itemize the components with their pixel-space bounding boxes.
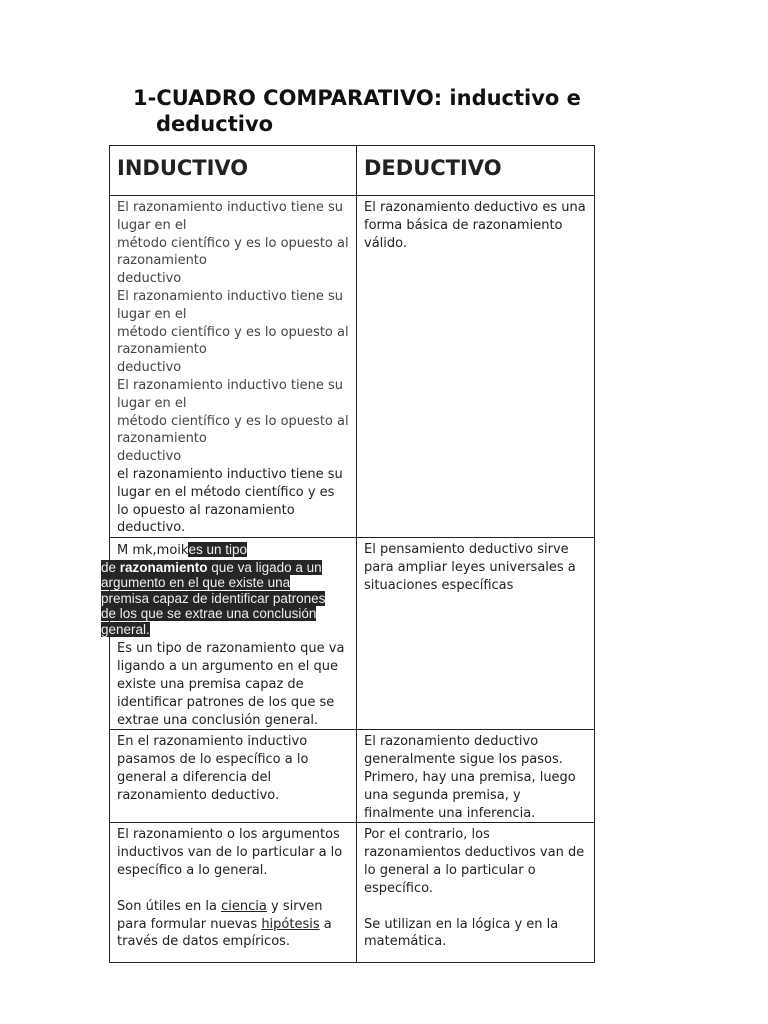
text-line: lugar en el	[117, 306, 187, 322]
final-paragraph: el razonamiento inductivo tiene su lugar en el método científico y es lo opuesto al razonamiento deductivo.	[117, 466, 343, 536]
text-line: El razonamiento inductivo tiene su	[117, 377, 344, 393]
selected-pasted-block	[101, 560, 337, 638]
cell-deductivo-4	[357, 823, 595, 963]
table-row	[110, 196, 595, 538]
text-line: deductivo	[117, 360, 182, 376]
repeated-paragraph	[117, 377, 350, 466]
title-line-2: deductivo	[156, 112, 274, 136]
header-inductivo: INDUCTIVO	[110, 146, 357, 196]
cell-deductivo-2: El pensamiento deductivo sirve para ampliar leyes universales a situaciones específicas	[357, 538, 595, 730]
text-line: método científico y es lo opuesto al	[117, 324, 349, 340]
selected-text: premisa capaz de identificar patrones	[101, 590, 326, 606]
cell-deductivo-1: El razonamiento deductivo es una forma básica de razonamiento válido.	[357, 196, 595, 538]
typed-prefix: M mk,moik	[117, 543, 189, 559]
selected-text: que va ligado a un	[207, 559, 322, 575]
paragraph	[117, 898, 350, 951]
header-deductivo: DEDUCTIVO	[357, 146, 595, 196]
text-line: lugar en el	[117, 217, 187, 233]
text-line: razonamiento	[117, 342, 207, 358]
text-line: deductivo	[117, 449, 182, 465]
paragraph: Se utilizan en la lógica y en la matemática.	[364, 916, 559, 950]
selected-text: argumento en el que existe una	[101, 575, 291, 591]
text-line: método científico y es lo opuesto al	[117, 235, 349, 251]
selected-text: es un tipo	[188, 542, 247, 558]
definition-paragraph: Es un tipo de razonamiento que va ligando a un argumento en el que existe una premisa capaz de identificar patrones de los que se extrae una conclusión general.	[117, 641, 345, 728]
repeated-paragraph	[117, 288, 350, 377]
selected-bold-text: razonamiento	[119, 559, 208, 575]
text-line: El razonamiento inductivo tiene su	[117, 200, 344, 215]
paragraph: Por el contrario, los razonamientos deductivos van de lo general a lo particular o específico.	[364, 827, 585, 896]
link-hipotesis[interactable]: hipótesis	[261, 916, 320, 932]
cell-inductivo-4	[110, 823, 357, 963]
text-span: y sirven para formular nuevas	[117, 898, 323, 932]
text-line: deductivo	[117, 271, 182, 287]
text-span: a través de datos empíricos.	[117, 916, 332, 950]
title-line-1: 1-CUADRO COMPARATIVO: inductivo e	[133, 86, 581, 110]
table-row	[110, 730, 595, 823]
selected-text: general.	[101, 621, 150, 637]
text-line: razonamiento	[117, 431, 207, 447]
table-row	[110, 538, 595, 730]
link-ciencia[interactable]: ciencia	[221, 898, 267, 914]
cell-deductivo-3: El razonamiento deductivo generalmente sigue los pasos. Primero, hay una premisa, luego una segunda premisa, y finalmente una inferencia.	[357, 730, 595, 823]
text-line: método científico y es lo opuesto al	[117, 413, 349, 429]
cell-inductivo-3: En el razonamiento inductivo pasamos de lo específico a lo general a diferencia del razonamiento deductivo.	[110, 730, 357, 823]
comparison-table	[101, 145, 595, 963]
text-line: razonamiento	[117, 253, 207, 269]
selected-text: de	[101, 559, 120, 575]
repeated-paragraph	[117, 199, 350, 288]
paragraph: El razonamiento o los argumentos inductivos van de lo particular a lo específico a lo general.	[117, 827, 343, 878]
text-line: lugar en el	[117, 395, 187, 411]
text-line: El razonamiento inductivo tiene su	[117, 288, 344, 304]
document-title	[133, 85, 653, 137]
highlight-line-1	[117, 541, 350, 560]
table-row	[110, 823, 595, 963]
cell-inductivo-1	[110, 196, 357, 538]
cell-inductivo-2	[101, 538, 357, 730]
text-span: Son útiles en la	[117, 898, 222, 914]
header-row	[110, 146, 595, 196]
selected-text: de los que se extrae una conclusión	[101, 606, 317, 622]
